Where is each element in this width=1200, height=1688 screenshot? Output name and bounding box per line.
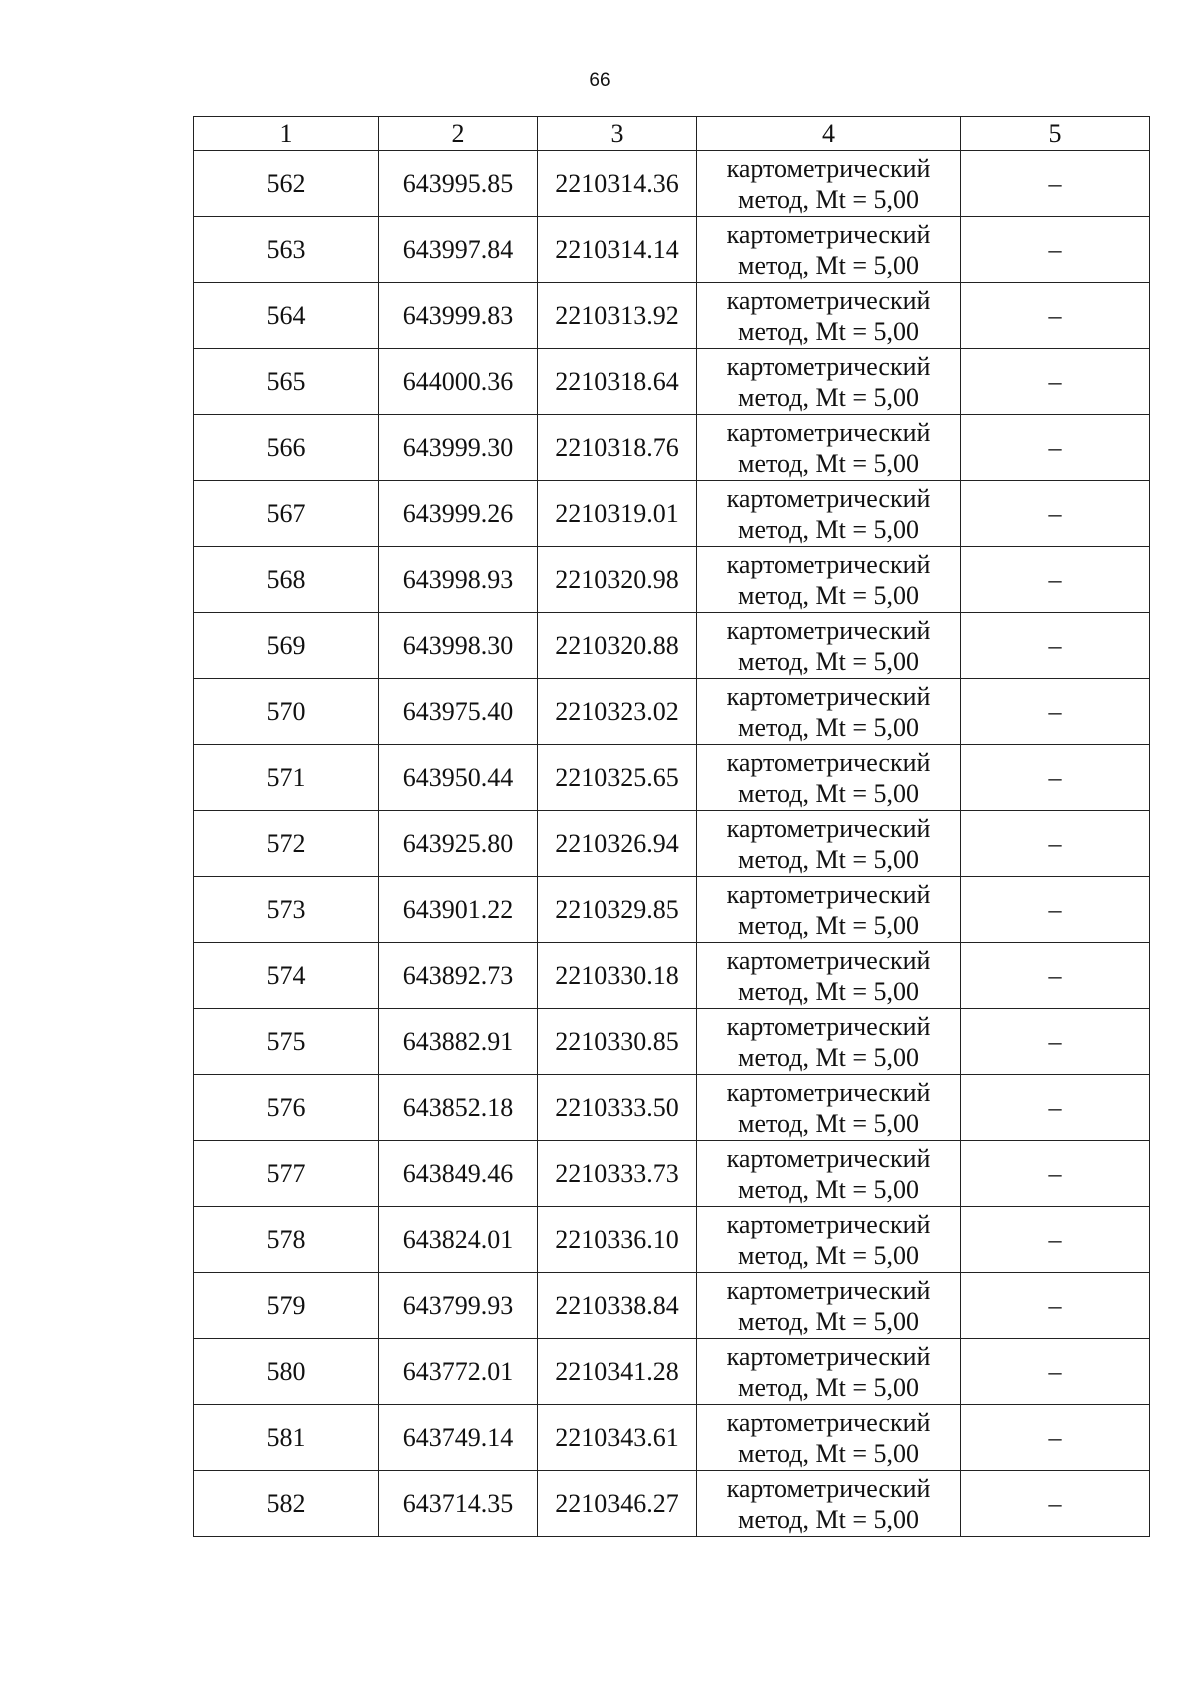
note-cell: –: [961, 1141, 1150, 1207]
point-number-cell: 570: [194, 679, 379, 745]
x-coordinate-cell: 643999.30: [379, 415, 538, 481]
method-line-2: метод, Mt = 5,00: [738, 712, 919, 742]
table-row: [194, 943, 1150, 1009]
method-line-2: метод, Mt = 5,00: [738, 976, 919, 1006]
table-row: [194, 415, 1150, 481]
table-row: [194, 217, 1150, 283]
method-line-1: картометрический: [726, 483, 931, 513]
x-coordinate-cell: 643772.01: [379, 1339, 538, 1405]
header-col-3: 3: [538, 117, 697, 151]
method-line-1: картометрический: [726, 285, 931, 315]
method-line-2: метод, Mt = 5,00: [738, 1372, 919, 1402]
table-row: [194, 613, 1150, 679]
method-line-2: метод, Mt = 5,00: [738, 1504, 919, 1534]
point-number-cell: 575: [194, 1009, 379, 1075]
note-cell: –: [961, 1075, 1150, 1141]
y-coordinate-cell: 2210338.84: [538, 1273, 697, 1339]
point-number-cell: 581: [194, 1405, 379, 1471]
header-col-1: 1: [194, 117, 379, 151]
x-coordinate-cell: 643714.35: [379, 1471, 538, 1537]
point-number-cell: 582: [194, 1471, 379, 1537]
method-cell: [697, 1207, 961, 1273]
note-cell: –: [961, 745, 1150, 811]
table-row: [194, 481, 1150, 547]
note-cell: –: [961, 349, 1150, 415]
method-line-1: картометрический: [726, 219, 931, 249]
y-coordinate-cell: 2210330.85: [538, 1009, 697, 1075]
x-coordinate-cell: 643995.85: [379, 151, 538, 217]
y-coordinate-cell: 2210319.01: [538, 481, 697, 547]
table-row: [194, 1075, 1150, 1141]
table-row: [194, 679, 1150, 745]
note-cell: –: [961, 811, 1150, 877]
y-coordinate-cell: 2210318.76: [538, 415, 697, 481]
x-coordinate-cell: 643925.80: [379, 811, 538, 877]
method-line-2: метод, Mt = 5,00: [738, 514, 919, 544]
y-coordinate-cell: 2210323.02: [538, 679, 697, 745]
method-line-1: картометрический: [726, 549, 931, 579]
table-row: [194, 1405, 1150, 1471]
y-coordinate-cell: 2210320.88: [538, 613, 697, 679]
table-row: [194, 1141, 1150, 1207]
table-row: [194, 1009, 1150, 1075]
method-line-1: картометрический: [726, 1275, 931, 1305]
table-row: [194, 811, 1150, 877]
note-cell: –: [961, 1207, 1150, 1273]
method-line-2: метод, Mt = 5,00: [738, 448, 919, 478]
method-line-2: метод, Mt = 5,00: [738, 1174, 919, 1204]
point-number-cell: 574: [194, 943, 379, 1009]
method-line-2: метод, Mt = 5,00: [738, 382, 919, 412]
method-cell: [697, 1471, 961, 1537]
y-coordinate-cell: 2210329.85: [538, 877, 697, 943]
point-number-cell: 567: [194, 481, 379, 547]
point-number-cell: 576: [194, 1075, 379, 1141]
coordinates-table: [193, 116, 1150, 1537]
method-line-1: картометрический: [726, 351, 931, 381]
point-number-cell: 563: [194, 217, 379, 283]
method-line-2: метод, Mt = 5,00: [738, 910, 919, 940]
table-row: [194, 1339, 1150, 1405]
method-line-2: метод, Mt = 5,00: [738, 1438, 919, 1468]
point-number-cell: 580: [194, 1339, 379, 1405]
method-cell: [697, 415, 961, 481]
x-coordinate-cell: 643999.26: [379, 481, 538, 547]
note-cell: –: [961, 679, 1150, 745]
y-coordinate-cell: 2210314.36: [538, 151, 697, 217]
point-number-cell: 577: [194, 1141, 379, 1207]
method-line-2: метод, Mt = 5,00: [738, 184, 919, 214]
x-coordinate-cell: 643950.44: [379, 745, 538, 811]
x-coordinate-cell: 643975.40: [379, 679, 538, 745]
method-line-2: метод, Mt = 5,00: [738, 580, 919, 610]
note-cell: –: [961, 547, 1150, 613]
method-line-2: метод, Mt = 5,00: [738, 1042, 919, 1072]
method-line-2: метод, Mt = 5,00: [738, 316, 919, 346]
method-cell: [697, 613, 961, 679]
note-cell: –: [961, 1273, 1150, 1339]
y-coordinate-cell: 2210326.94: [538, 811, 697, 877]
note-cell: –: [961, 1405, 1150, 1471]
table-row: [194, 283, 1150, 349]
method-line-2: метод, Mt = 5,00: [738, 1240, 919, 1270]
x-coordinate-cell: 643849.46: [379, 1141, 538, 1207]
x-coordinate-cell: 643998.30: [379, 613, 538, 679]
y-coordinate-cell: 2210313.92: [538, 283, 697, 349]
table-body: [194, 151, 1150, 1537]
method-cell: [697, 1273, 961, 1339]
note-cell: –: [961, 151, 1150, 217]
x-coordinate-cell: 643998.93: [379, 547, 538, 613]
x-coordinate-cell: 643901.22: [379, 877, 538, 943]
method-line-1: картометрический: [726, 747, 931, 777]
x-coordinate-cell: 643892.73: [379, 943, 538, 1009]
y-coordinate-cell: 2210343.61: [538, 1405, 697, 1471]
method-line-1: картометрический: [726, 417, 931, 447]
method-cell: [697, 481, 961, 547]
method-line-1: картометрический: [726, 1209, 931, 1239]
table-header: [194, 117, 1150, 151]
x-coordinate-cell: 643999.83: [379, 283, 538, 349]
note-cell: –: [961, 613, 1150, 679]
table-row: [194, 1471, 1150, 1537]
x-coordinate-cell: 643749.14: [379, 1405, 538, 1471]
header-col-4: 4: [697, 117, 961, 151]
method-line-2: метод, Mt = 5,00: [738, 844, 919, 874]
header-row: [194, 117, 1150, 151]
method-line-1: картометрический: [726, 945, 931, 975]
table-row: [194, 1207, 1150, 1273]
point-number-cell: 572: [194, 811, 379, 877]
method-cell: [697, 745, 961, 811]
note-cell: –: [961, 877, 1150, 943]
method-line-1: картометрический: [726, 153, 931, 183]
y-coordinate-cell: 2210325.65: [538, 745, 697, 811]
method-cell: [697, 1141, 961, 1207]
y-coordinate-cell: 2210318.64: [538, 349, 697, 415]
point-number-cell: 566: [194, 415, 379, 481]
method-line-1: картометрический: [726, 1473, 931, 1503]
note-cell: –: [961, 217, 1150, 283]
method-line-1: картометрический: [726, 1077, 931, 1107]
point-number-cell: 579: [194, 1273, 379, 1339]
point-number-cell: 562: [194, 151, 379, 217]
point-number-cell: 569: [194, 613, 379, 679]
method-line-2: метод, Mt = 5,00: [738, 250, 919, 280]
table-row: [194, 877, 1150, 943]
y-coordinate-cell: 2210336.10: [538, 1207, 697, 1273]
method-cell: [697, 1009, 961, 1075]
y-coordinate-cell: 2210346.27: [538, 1471, 697, 1537]
method-line-2: метод, Mt = 5,00: [738, 778, 919, 808]
method-line-1: картометрический: [726, 1143, 931, 1173]
method-cell: [697, 151, 961, 217]
y-coordinate-cell: 2210320.98: [538, 547, 697, 613]
method-line-1: картометрический: [726, 813, 931, 843]
method-line-2: метод, Mt = 5,00: [738, 1306, 919, 1336]
method-line-1: картометрический: [726, 1341, 931, 1371]
method-line-1: картометрический: [726, 1407, 931, 1437]
note-cell: –: [961, 481, 1150, 547]
point-number-cell: 565: [194, 349, 379, 415]
note-cell: –: [961, 1009, 1150, 1075]
method-line-2: метод, Mt = 5,00: [738, 1108, 919, 1138]
method-cell: [697, 877, 961, 943]
method-line-1: картометрический: [726, 615, 931, 645]
header-col-2: 2: [379, 117, 538, 151]
method-cell: [697, 811, 961, 877]
x-coordinate-cell: 643824.01: [379, 1207, 538, 1273]
x-coordinate-cell: 644000.36: [379, 349, 538, 415]
note-cell: –: [961, 1471, 1150, 1537]
method-line-1: картометрический: [726, 879, 931, 909]
method-cell: [697, 547, 961, 613]
method-cell: [697, 349, 961, 415]
method-cell: [697, 1339, 961, 1405]
method-line-2: метод, Mt = 5,00: [738, 646, 919, 676]
table-row: [194, 745, 1150, 811]
note-cell: –: [961, 283, 1150, 349]
point-number-cell: 578: [194, 1207, 379, 1273]
y-coordinate-cell: 2210314.14: [538, 217, 697, 283]
method-cell: [697, 943, 961, 1009]
table-row: [194, 151, 1150, 217]
point-number-cell: 571: [194, 745, 379, 811]
method-cell: [697, 217, 961, 283]
method-cell: [697, 679, 961, 745]
table-row: [194, 349, 1150, 415]
method-cell: [697, 283, 961, 349]
y-coordinate-cell: 2210333.73: [538, 1141, 697, 1207]
point-number-cell: 564: [194, 283, 379, 349]
note-cell: –: [961, 943, 1150, 1009]
method-cell: [697, 1075, 961, 1141]
y-coordinate-cell: 2210333.50: [538, 1075, 697, 1141]
note-cell: –: [961, 415, 1150, 481]
point-number-cell: 568: [194, 547, 379, 613]
x-coordinate-cell: 643997.84: [379, 217, 538, 283]
y-coordinate-cell: 2210330.18: [538, 943, 697, 1009]
table-row: [194, 547, 1150, 613]
x-coordinate-cell: 643882.91: [379, 1009, 538, 1075]
header-col-5: 5: [961, 117, 1150, 151]
method-cell: [697, 1405, 961, 1471]
point-number-cell: 573: [194, 877, 379, 943]
method-line-1: картометрический: [726, 1011, 931, 1041]
method-line-1: картометрический: [726, 681, 931, 711]
x-coordinate-cell: 643799.93: [379, 1273, 538, 1339]
y-coordinate-cell: 2210341.28: [538, 1339, 697, 1405]
table-row: [194, 1273, 1150, 1339]
x-coordinate-cell: 643852.18: [379, 1075, 538, 1141]
note-cell: –: [961, 1339, 1150, 1405]
page-number: 66: [589, 70, 611, 91]
